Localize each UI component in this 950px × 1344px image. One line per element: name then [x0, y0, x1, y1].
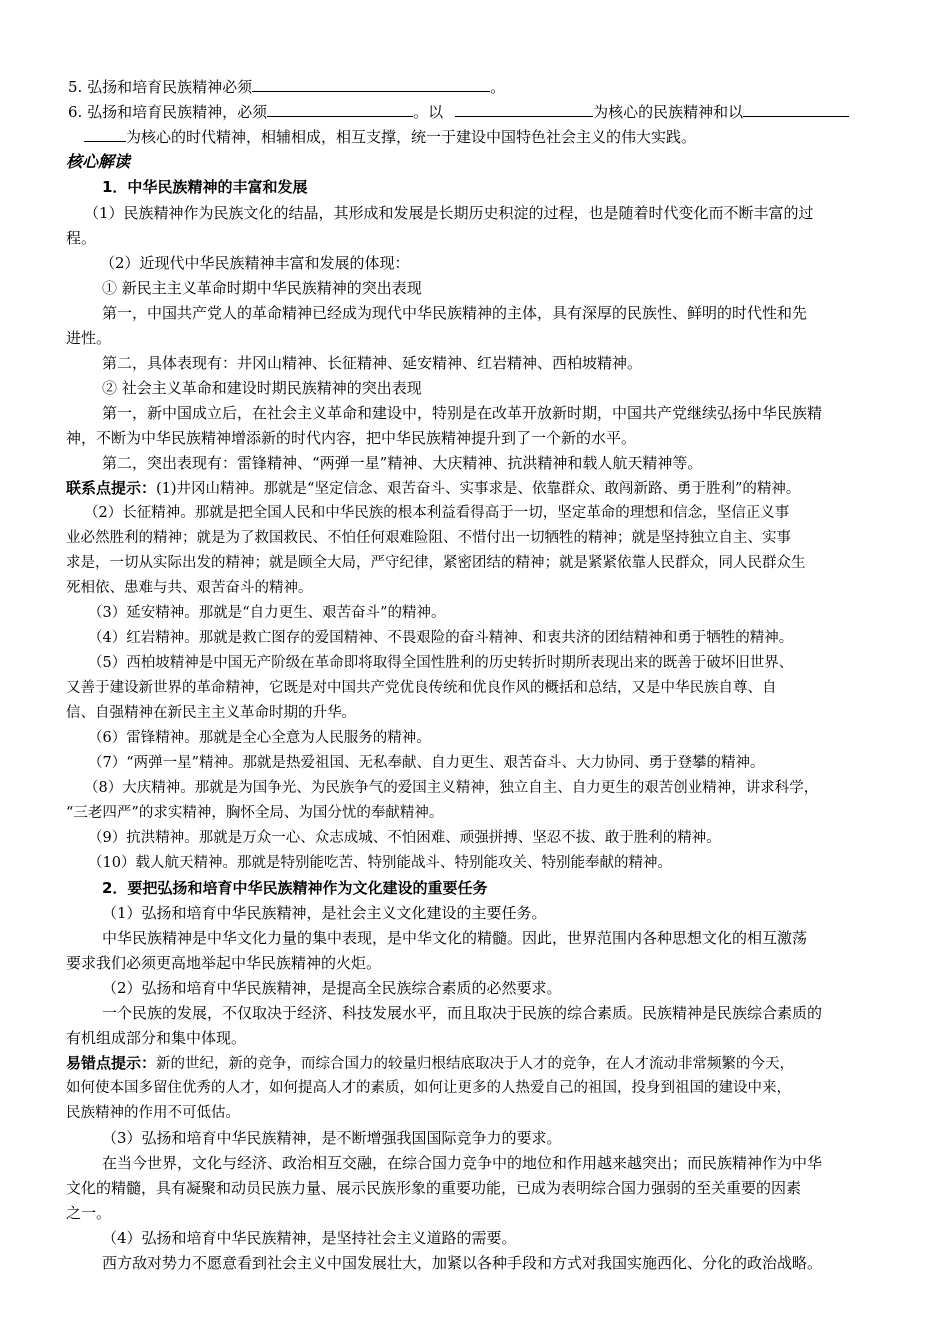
question-5-text: 5. 弘扬和培育民族精神必须: [68, 78, 253, 96]
tip-1-line: （2）长征精神。那就是把全国人民和中华民族的根本利益看得高于一切，坚定革命的理想和信念，坚信正义事: [84, 505, 790, 521]
paragraph-line: （2）弘扬和培育中华民族精神，是提高全民族综合素质的必然要求。: [102, 979, 562, 997]
tip-2-line: 民族精神的作用不可低估。: [66, 1105, 240, 1121]
tip-1-line: （4）红岩精神。那就是救亡图存的爱国精神、不畏艰险的奋斗精神、和衷共济的团结精神和勇于牺牲的精神。: [88, 630, 794, 646]
answer-blank[interactable]: [84, 126, 126, 142]
tip-1-text: (1)井冈山精神。那就是“坚定信念、艰苦奋斗、实事求是、依靠群众、敢闯新路、勇于胜利”的精神。: [156, 481, 801, 497]
tip-1-line: （7）“两弹一星”精神。那就是热爱祖国、无私奉献、自力更生、艰苦奋斗、大力协同、勇于登攀的精神。: [88, 755, 765, 771]
paragraph-line: 要求我们必须更高地举起中华民族精神的火炬。: [66, 954, 382, 972]
tip-1-line: （3）延安精神。那就是“自力更生、艰苦奋斗”的精神。: [88, 605, 446, 621]
paragraph-line: （2）近现代中华民族精神丰富和发展的体现：: [100, 254, 410, 272]
question-6-text-a: 6. 弘扬和培育民族精神，必须: [68, 103, 268, 121]
paragraph-line: 第二，突出表现有：雷锋精神、“两弹一星”精神、大庆精神、抗洪精神和载人航天精神等。: [102, 454, 703, 472]
paragraph-line: 西方敌对势力不愿意看到社会主义中国发展壮大，加紧以各种手段和方式对我国实施西化、分化的政治战略。: [102, 1254, 823, 1272]
question-6-text-c: 为核心的民族精神和以: [593, 103, 744, 121]
tip-1-line: （5）西柏坡精神是中国无产阶级在革命即将取得全国性胜利的历史转折时期所表现出来的既善于破坏旧世界、: [88, 655, 794, 671]
tip-1-line: （6）雷锋精神。那就是全心全意为人民服务的精神。: [88, 730, 431, 746]
question-6-line-1: [68, 101, 849, 123]
paragraph-line: （3）弘扬和培育中华民族精神，是不断增强我国国际竞争力的要求。: [102, 1129, 562, 1147]
question-5-end: 。: [490, 78, 506, 96]
paragraph-line: 程。: [66, 229, 97, 247]
tip-1-line: [66, 477, 800, 500]
tip-1-line: 求是，一切从实际出发的精神；就是顾全大局，严守纪律，紧密团结的精神；就是紧紧依靠人民群众，同人民群众生: [66, 555, 806, 571]
paragraph-line: （1）弘扬和培育中华民族精神，是社会主义文化建设的主要任务。: [102, 904, 547, 922]
tip-1-line: 又善于建设新世界的革命精神，它既是对中国共产党优良传统和优良作风的概括和总结，又是中华民族自尊、自: [66, 680, 777, 696]
tip-1-line: 业必然胜利的精神；就是为了救国救民、不怕任何艰难险阻、不惜付出一切牺牲的精神；就是坚持独立自主、实事: [66, 530, 791, 546]
heading-2: 2．要把弘扬和培育中华民族精神作为文化建设的重要任务: [102, 879, 488, 897]
tip-1-line: （9）抗洪精神。那就是万众一心、众志成城、不怕困难、顽强拼搏、坚忍不拔、敢于胜利的精神。: [88, 830, 721, 846]
answer-blank[interactable]: [267, 101, 413, 117]
question-6-text-d: 为核心的时代精神，相辅相成，相互支撑，统一于建设中国特色社会主义的伟大实践。: [126, 128, 697, 146]
tip-2-label: 易错点提示：: [66, 1054, 157, 1072]
paragraph-line: 在当今世界，文化与经济、政治相互交融，在综合国力竞争中的地位和作用越来越突出；而民族精神作为中华: [102, 1154, 823, 1172]
tip-2-line: [66, 1052, 794, 1075]
paragraph-line: 进性。: [66, 329, 112, 347]
paragraph-line: 第二，具体表现有：井冈山精神、长征精神、延安精神、红岩精神、西柏坡精神。: [102, 354, 643, 372]
tip-1-line: “三老四严”的求实精神，胸怀全局、为国分忧的奉献精神。: [66, 805, 444, 821]
heading-1: 1．中华民族精神的丰富和发展: [102, 178, 308, 196]
paragraph-line: （1）民族精神作为民族文化的结晶，其形成和发展是长期历史积淀的过程，也是随着时代变化而不断丰富的过: [84, 204, 814, 222]
paragraph-line: 一个民族的发展，不仅取决于经济、科技发展水平，而且取决于民族的综合素质。民族精神是民族综合素质的: [102, 1004, 823, 1022]
paragraph-line: 中华民族精神是中华文化力量的集中表现，是中华文化的精髓。因此，世界范围内各种思想文化的相互激荡: [102, 929, 808, 947]
paragraph-line: 文化的精髓，具有凝聚和动员民族力量、展示民族形象的重要功能，已成为表明综合国力强弱的至关重要的因素: [66, 1179, 802, 1197]
tip-2-text: 新的世纪，新的竞争，而综合国力的较量归根结底取决于人才的竞争，在人才流动非常频繁的今天，: [156, 1056, 795, 1072]
tip-1-line: 死相依、患难与共、艰苦奋斗的精神。: [66, 580, 313, 596]
question-6-text-b: 。以: [413, 103, 444, 121]
paragraph-line: ② 社会主义革命和建设时期民族精神的突出表现: [102, 379, 422, 397]
paragraph-line: 神，不断为中华民族精神增添新的时代内容，把中华民族精神提升到了一个新的水平。: [66, 429, 637, 447]
tip-1-label: 联系点提示：: [66, 479, 157, 497]
answer-blank[interactable]: [252, 76, 490, 92]
tip-1-line: （8）大庆精神。那就是为国争光、为民族争气的爱国主义精神，独立自主、自力更生的艰苦创业精神，讲求科学，: [84, 780, 819, 796]
paragraph-line: 有机组成部分和集中体现。: [66, 1029, 247, 1047]
tip-1-line: （10）载人航天精神。那就是特别能吃苦、特别能战斗、特别能攻关、特别能奉献的精神。: [88, 855, 672, 871]
question-6-line-2: [84, 126, 696, 148]
paragraph-line: 第一，新中国成立后，在社会主义革命和建设中，特别是在改革开放新时期，中国共产党继续弘扬中华民族精: [102, 404, 823, 422]
section-title: 核心解读: [66, 152, 131, 171]
paragraph-line: 之一。: [66, 1204, 112, 1222]
tip-1-line: 信、自强精神在新民主主义革命时期的升华。: [66, 705, 356, 721]
tip-2-line: 如何使本国多留住优秀的人才，如何提高人才的素质，如何让更多的人热爱自己的祖国，投身到祖国的建设中来，: [66, 1080, 791, 1096]
paragraph-line: ① 新民主主义革命时期中华民族精神的突出表现: [102, 279, 422, 297]
answer-blank[interactable]: [743, 101, 849, 117]
paragraph-line: （4）弘扬和培育中华民族精神，是坚持社会主义道路的需要。: [102, 1229, 517, 1247]
question-5: [68, 76, 505, 98]
paragraph-line: 第一，中国共产党人的革命精神已经成为现代中华民族精神的主体，具有深厚的民族性、鲜明的时代性和先: [102, 304, 808, 322]
answer-blank[interactable]: [455, 101, 593, 117]
